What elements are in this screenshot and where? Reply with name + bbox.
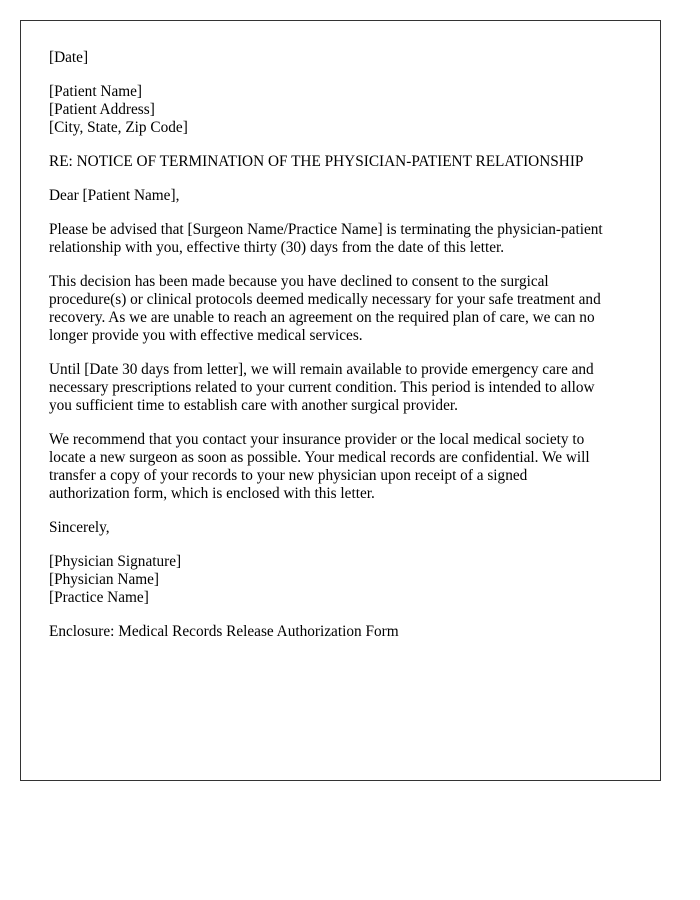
text-line: necessary prescriptions related to your current condition. This period is intended to allow [49, 379, 595, 396]
text-line: This decision has been made because you have declined to consent to the surgical [49, 273, 549, 290]
text-line: you sufficient time to establish care with another surgical provider. [49, 397, 458, 414]
body-paragraph-2 [49, 273, 632, 345]
text-line: recovery. As we are unable to reach an agreement on the required plan of care, we can no [49, 309, 595, 326]
closing: Sincerely, [49, 519, 110, 536]
subject-line: RE: NOTICE OF TERMINATION OF THE PHYSICIAN-PATIENT RELATIONSHIP [49, 153, 584, 170]
text-line: transfer a copy of your records to your new physician upon receipt of a signed [49, 467, 528, 484]
recipient-city: [City, State, Zip Code] [49, 119, 188, 136]
text-line: authorization form, which is enclosed with this letter. [49, 485, 375, 502]
body-paragraph-3 [49, 361, 632, 415]
practice-name: [Practice Name] [49, 589, 149, 606]
body-paragraph-1 [49, 221, 632, 257]
text-line: relationship with you, effective thirty (30) days from the date of this letter. [49, 239, 505, 256]
physician-signature: [Physician Signature] [49, 553, 182, 570]
letter-page [20, 20, 661, 781]
enclosure-note: Enclosure: Medical Records Release Authorization Form [49, 623, 399, 640]
recipient-address [49, 83, 632, 137]
text-line: Please be advised that [Surgeon Name/Practice Name] is terminating the physician-patient [49, 221, 603, 238]
text-line: Until [Date 30 days from letter], we will remain available to provide emergency care and [49, 361, 594, 378]
recipient-street: [Patient Address] [49, 101, 155, 118]
text-line: longer provide you with effective medical services. [49, 327, 363, 344]
letter-date: [Date] [49, 49, 89, 66]
text-line: We recommend that you contact your insurance provider or the local medical society to [49, 431, 585, 448]
salutation: Dear [Patient Name], [49, 187, 180, 204]
physician-name: [Physician Name] [49, 571, 160, 588]
text-line: procedure(s) or clinical protocols deemed medically necessary for your safe treatment and [49, 291, 601, 308]
body-paragraph-4 [49, 431, 632, 503]
signature-block [49, 553, 632, 607]
recipient-name: [Patient Name] [49, 83, 143, 100]
text-line: locate a new surgeon as soon as possible. Your medical records are confidential. We will [49, 449, 590, 466]
